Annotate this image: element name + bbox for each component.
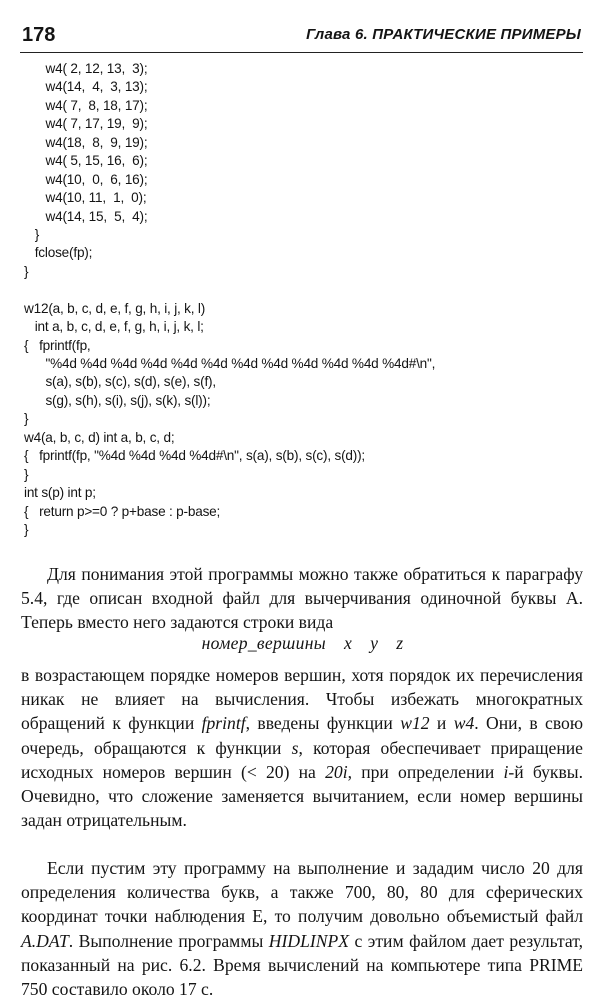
- code-line: }: [24, 411, 29, 427]
- paragraph-1: Для понимания этой программы можно также обратиться к параграфу 5.4, где описан входной файл для вычерчивания одиночной буквы A. Теперь вместо него задаются строки вида: [21, 564, 583, 633]
- code-line: }: [24, 466, 29, 482]
- p2-text-3: и: [429, 713, 454, 734]
- p3-text-1: Если пустим эту программу на выполнение и зададим число 20 для определения количества букв, а также 700, 80, 80 для сферических координат точки наблюдения E, то получим довольно объемистый файл: [21, 858, 583, 927]
- paragraph-result: [21, 856, 583, 1001]
- code-line: int a, b, c, d, e, f, g, h, i, j, k, l;: [24, 319, 204, 335]
- code-line: }: [24, 521, 29, 537]
- code-line: }: [24, 226, 40, 242]
- code-line: { fprintf(fp, "%4d %4d %4d %4d#\n", s(a), s(b), s(c), s(d));: [24, 448, 365, 464]
- formula-line: [0, 633, 605, 654]
- p3-text-2: . Выполнение программы: [68, 930, 269, 951]
- code-line: { return p>=0 ? p+base : p-base;: [24, 503, 221, 519]
- code-line: w4(10, 0, 6, 16);: [24, 171, 148, 187]
- p2-w4: w4: [453, 713, 475, 734]
- p2-text-7: -й буквы. Очевидно, что сложение заменяется вычитанием, если номер вершины задан отрицательным.: [21, 761, 583, 831]
- p2-s: s: [291, 737, 299, 758]
- p2-text-2: , введены функции: [245, 713, 401, 734]
- formula-label: номер_вершины: [201, 633, 326, 653]
- code-line: w4(a, b, c, d) int a, b, c, d;: [24, 429, 175, 445]
- code-line: fclose(fp);: [24, 245, 93, 261]
- paragraph-3: [21, 856, 583, 1001]
- formula-y: y: [370, 633, 379, 653]
- code-line: [24, 281, 594, 299]
- p2-text-5: , которая обеспечивает приращение исходных номеров вершин (< 20) на: [21, 737, 583, 782]
- code-line: s(a), s(b), s(c), s(d), s(e), s(f),: [24, 374, 216, 390]
- code-line: w4( 2, 12, 13, 3);: [24, 61, 148, 76]
- p3-text-3: с этим файлом дает результат, показанный на рис. 6.2. Время вычислений на компьютере типа PRIME 750 составило около 17 с.: [21, 930, 583, 1000]
- code-line: w4(14, 4, 3, 13);: [24, 79, 148, 95]
- p2-i: i: [503, 761, 509, 782]
- running-title: Глава 6. ПРАКТИЧЕСКИЕ ПРИМЕРЫ: [306, 26, 581, 43]
- code-line: w4( 7, 8, 18, 17);: [24, 97, 148, 113]
- code-line: "%4d %4d %4d %4d %4d %4d %4d %4d %4d %4d %4d %4d#\n",: [24, 356, 436, 371]
- p3-hidlinpx: HIDLINPX: [268, 930, 349, 951]
- code-line: int s(p) int p;: [24, 485, 96, 501]
- p2-text-1: в возрастающем порядке номеров вершин, хотя порядок их перечисления никак не влияет на вычисления. Чтобы избежать многократных обращений к функции: [21, 665, 583, 734]
- page-number: 178: [22, 24, 56, 46]
- code-line: w4(10, 11, 1, 0);: [24, 190, 147, 206]
- p2-w12: w12: [400, 713, 430, 734]
- p2-20i: 20i: [325, 761, 348, 782]
- code-line: s(g), s(h), s(i), s(j), s(k), s(l));: [24, 392, 211, 408]
- code-listing: [24, 60, 594, 539]
- code-line: w4(14, 15, 5, 4);: [24, 208, 148, 224]
- code-line: { fprintf(fp,: [24, 337, 91, 353]
- code-line: w4(18, 8, 9, 19);: [24, 134, 148, 150]
- paragraph-explanation: [21, 663, 583, 832]
- p2-text-6: , при определении: [347, 761, 504, 782]
- code-line: w4( 7, 17, 19, 9);: [24, 116, 148, 132]
- formula-z: z: [396, 633, 404, 653]
- paragraph-2: [21, 663, 583, 832]
- page-header: [20, 22, 583, 53]
- p2-text-4: . Они, в свою очередь, обращаются к функции: [21, 713, 583, 758]
- code-line: w4( 5, 15, 16, 6);: [24, 153, 148, 169]
- paragraph-intro: [21, 562, 583, 635]
- code-line: }: [24, 263, 29, 279]
- formula-x: x: [343, 633, 353, 653]
- code-line: w12(a, b, c, d, e, f, g, h, i, j, k, l): [24, 300, 206, 316]
- p3-adat: A.DAT: [21, 930, 69, 951]
- p2-fprintf: fprintf: [201, 713, 246, 734]
